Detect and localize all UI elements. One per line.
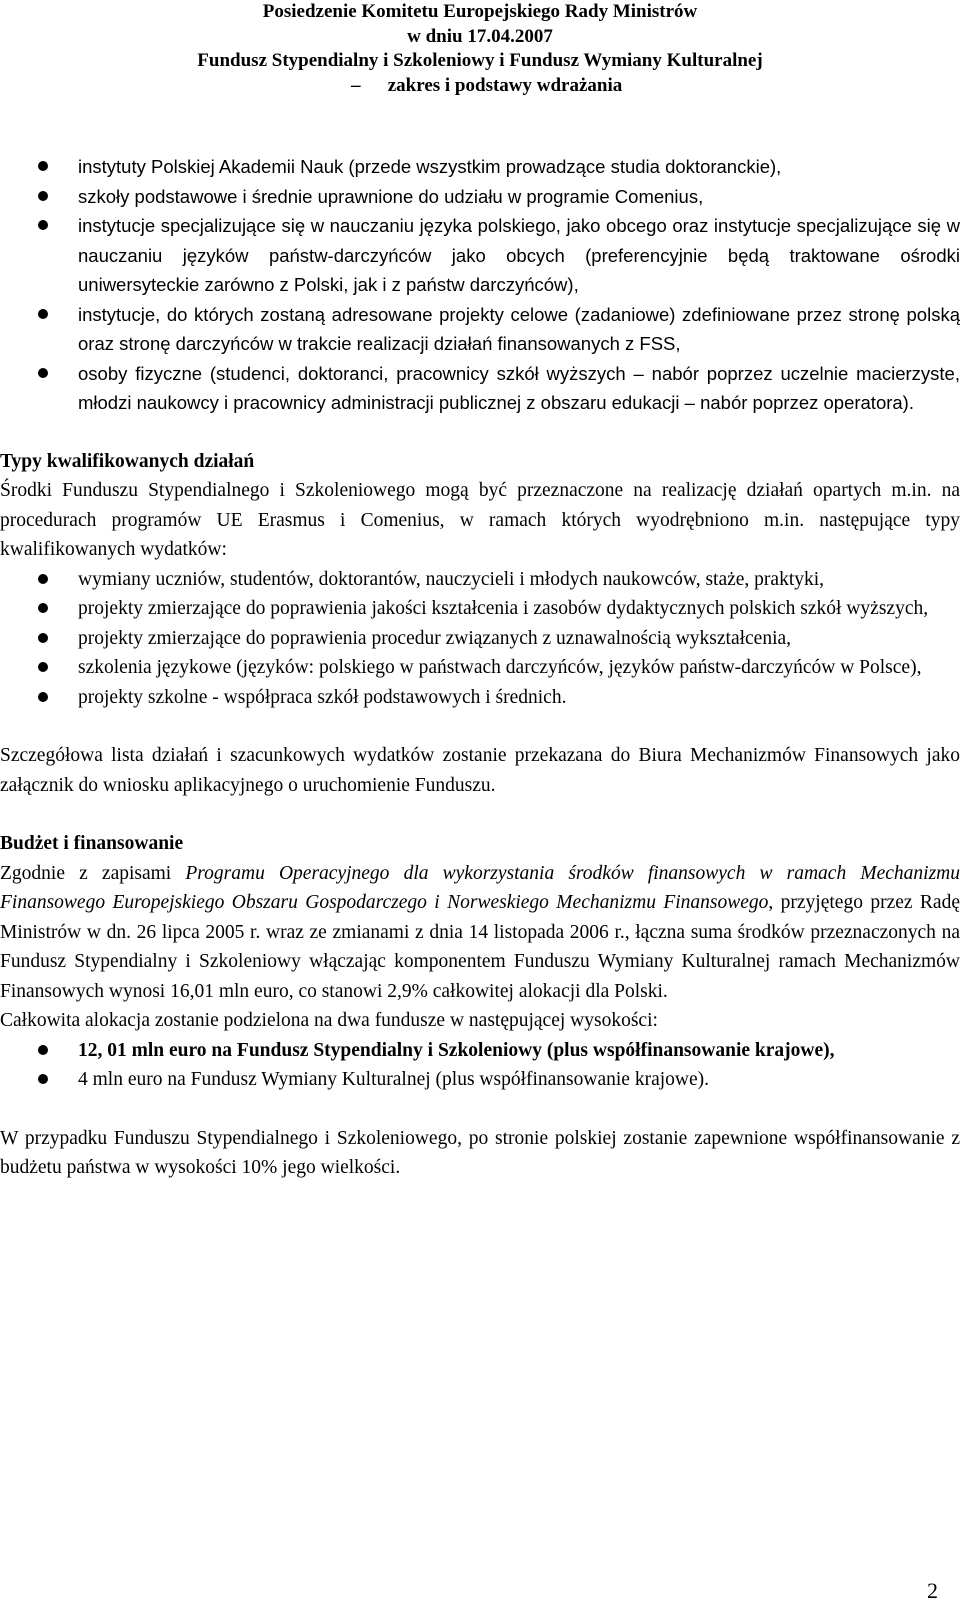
bullet-icon — [38, 662, 48, 672]
page-number: 2 — [927, 1578, 938, 1603]
list-item — [0, 594, 960, 624]
header-fund-title: Fundusz Stypendialny i Szkoleniowy i Fundusz Wymiany Kulturalnej — [197, 50, 763, 71]
list-item — [0, 565, 960, 595]
list-item-text: projekty zmierzające do poprawienia procedur związanych z uznawalnością wykształcenia, — [78, 627, 792, 649]
bullet-icon — [38, 574, 48, 584]
list-item — [0, 359, 960, 418]
header-date: w dniu 17.04.2007 — [407, 25, 553, 47]
header-dash: – — [350, 74, 361, 96]
list-item-text: projekty zmierzające do poprawienia jakości kształcenia i zasobów dydaktycznych polskich szkół wyższych, — [78, 598, 929, 619]
list-item — [0, 182, 960, 212]
bullet-icon — [38, 1045, 48, 1055]
bullet-icon — [38, 309, 48, 319]
list-item — [0, 300, 960, 359]
budget-paragraph — [0, 859, 960, 1007]
eligible-institutions-section — [0, 152, 960, 418]
list-item-text: szkoły podstawowe i średnie uprawnione do udziału w programie Comenius, — [78, 185, 704, 207]
list-item-text: szkolenia językowe (języków: polskiego w państwach darczyńców, języków państw-darczyńców w Polsce), — [78, 657, 922, 678]
list-item-text: projekty szkolne - współpraca szkół podstawowych i średnich. — [78, 686, 567, 708]
header-meeting-title: Posiedzenie Komitetu Europejskiego Rady Ministrów — [262, 1, 698, 22]
header-subtitle-line — [0, 74, 960, 99]
spacer — [0, 712, 960, 741]
program-title: Programu Operacyjnego dla wykorzystania środków finansowych w ramach Mechanizmu Finansowego Europejskiego Obszaru Gospodarczego i Norweskiego Mechanizmu Finansowego — [0, 862, 960, 913]
list-item-text: instytucje specjalizujące się w nauczaniu języka polskiego, jako obcego oraz instytucje specjalizujące się w nauczaniu języków państw-darczyńców jako obcych (preferencyjnie będą traktowane ośrodki uniwersyteckie zarówno z Polski, jak i z państw darczyńców), — [78, 215, 960, 295]
list-item-text: instytuty Polskiej Akademii Nauk (przede wszystkim prowadzące studia doktoranckie), — [78, 156, 782, 177]
eligible-actions-paragraph: Środki Funduszu Stypendialnego i Szkoleniowego mogą być przeznaczone na realizację działań opartych m.in. na procedurach programów UE Erasmus i Comenius, w ramach których wyodrębniono m.in. następujące typy kwalifikowanych wydatków: — [0, 480, 960, 560]
bullet-icon — [38, 692, 48, 702]
list-item-text: 4 mln euro na Fundusz Wymiany Kulturalnej (plus współfinansowanie krajowe). — [78, 1069, 710, 1090]
list-item — [0, 1065, 960, 1095]
budget-text-start: Zgodnie z zapisami — [0, 862, 186, 884]
document-header — [0, 0, 960, 98]
list-item — [0, 653, 960, 683]
section-heading-eligible-actions: Typy kwalifikowanych działań — [0, 450, 255, 472]
bullet-icon — [38, 191, 48, 201]
section-heading-budget: Budżet i finansowanie — [0, 833, 184, 854]
budget-text-end: , przyjętego przez Radę Ministrów w dn. 26 lipca 2005 r. wraz ze zmianami z dnia 14 listopada 2006 r., łączna suma środków przeznaczonych na Fundusz Stypendialny i Szkoleniowy włączając komponentem Funduszu Wymiany Kulturalnej ramach Mechanizmów Finansowych wynosi 16,01 mln euro, co stanowi 2,9% całkowitej alokacji dla Polski. — [0, 892, 960, 1002]
eligible-expenses-list — [0, 565, 960, 713]
bullet-icon — [38, 368, 48, 378]
list-item — [0, 624, 960, 654]
bullet-icon — [38, 1074, 48, 1084]
detail-paragraph: Szczegółowa lista działań i szacunkowych wydatków zostanie przekazana do Biura Mechanizmów Finansowych jako załącznik do wniosku aplikacyjnego o uruchomienie Funduszu. — [0, 745, 960, 796]
allocation-paragraph: Całkowita alokacja zostanie podzielona na dwa fundusze w następującej wysokości: — [0, 1010, 658, 1031]
list-item — [0, 1036, 960, 1066]
spacer — [0, 800, 960, 829]
list-item — [0, 152, 960, 182]
list-item-text: 12, 01 mln euro na Fundusz Stypendialny i Szkoleniowy (plus współfinansowanie krajowe), — [78, 1039, 835, 1061]
cofinancing-paragraph: W przypadku Funduszu Stypendialnego i Szkoleniowego, po stronie polskiej zostanie zapewnione współfinansowanie z budżetu państwa w wysokości 10% jego wielkości. — [0, 1127, 960, 1178]
list-item — [0, 211, 960, 300]
spacer — [0, 1095, 960, 1124]
allocation-list — [0, 1036, 960, 1095]
bullet-icon — [38, 220, 48, 230]
document-body — [0, 152, 960, 1183]
header-subtitle: zakres i podstawy wdrażania — [387, 74, 623, 96]
list-item — [0, 683, 960, 713]
list-item-text: wymiany uczniów, studentów, doktorantów, nauczycieli i młodych naukowców, staże, praktyki, — [78, 568, 825, 590]
bullet-icon — [38, 633, 48, 643]
spacer — [0, 418, 960, 447]
list-item-text: instytucje, do których zostaną adresowane projekty celowe (zadaniowe) zdefiniowane przez stronę polską oraz stronę darczyńców w trakcie realizacji działań finansowanych z FSS, — [78, 303, 960, 354]
bullet-icon — [38, 603, 48, 613]
eligible-institutions-list — [0, 152, 960, 418]
list-item-text: osoby fizyczne (studenci, doktoranci, pracownicy szkół wyższych – nabór poprzez uczelnie macierzyste, młodzi naukowcy i pracownicy administracji publicznej z obszaru edukacji – nabór poprzez operatora). — [78, 362, 960, 413]
bullet-icon — [38, 161, 48, 171]
